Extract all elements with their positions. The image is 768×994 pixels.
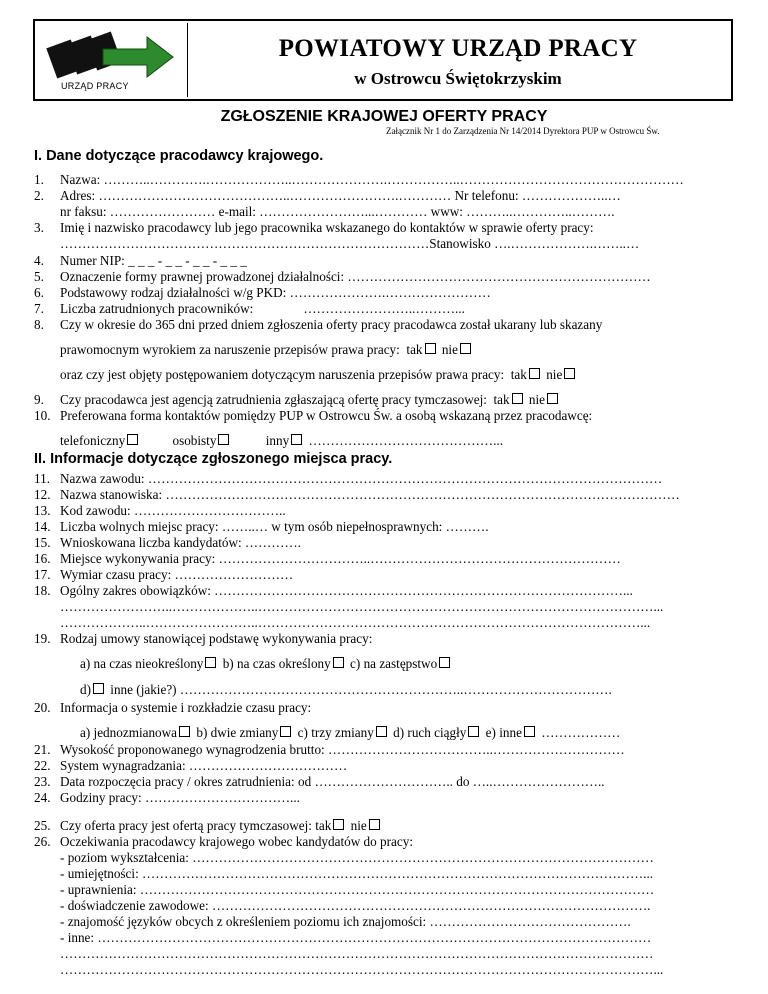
checkbox-20-three-shifts[interactable] [376, 726, 387, 737]
checkbox-8b-tak[interactable] [529, 368, 540, 379]
item-16-workplace[interactable]: 16. Miejsce wykonywania pracy: ……………………………..………………………………………………… [34, 551, 621, 566]
checkbox-8b-nie[interactable] [564, 368, 575, 379]
checkbox-10-osobisty[interactable] [218, 434, 229, 445]
item-17-working-time[interactable]: 17. Wymiar czasu pracy: ……………………… [34, 567, 294, 582]
item-26-skills[interactable]: - umiejętności: ……………………………………………………………………………………………………... [60, 866, 654, 881]
item-10-options: telefoniczny osobisty inny ……………………………………... [60, 433, 503, 448]
logo [37, 23, 188, 97]
item-22-pay-system[interactable]: 22. System wynagradzania: ……………………………… [34, 758, 348, 773]
checkbox-19-indefinite[interactable] [205, 657, 216, 668]
checkbox-9-tak[interactable] [512, 393, 523, 404]
item-26-education[interactable]: - poziom wykształcenia: …………………………………………………………………………………………… [60, 850, 654, 865]
item-26-expectations: 26. Oczekiwania pracodawcy krajowego wobec kandydatów do pracy: [34, 834, 413, 849]
checkbox-8a-nie[interactable] [460, 343, 471, 354]
checkbox-9-nie[interactable] [547, 393, 558, 404]
checkbox-20-two-shifts[interactable] [280, 726, 291, 737]
item-20-options: a) jednozmianowa b) dwie zmiany c) trzy zmiany d) ruch ciągły e) inne ……………… [80, 725, 621, 740]
item-24-hours[interactable]: 24. Godziny pracy: ……………………………... [34, 790, 300, 805]
item-13-code[interactable]: 13. Kod zawodu: …………………………….. [34, 503, 286, 518]
item-1-name[interactable]: 1. Nazwa: ………..………….………………..………………….……………..…………………………………………… [34, 172, 684, 187]
item-7-employees[interactable]: 7. Liczba zatrudnionych pracowników: ……………………..………... [34, 301, 465, 316]
item-4-nip[interactable]: 4. Numer NIP: _ _ _ - _ _ - _ _ - _ _ _ [34, 253, 247, 268]
item-8-penalty-choice: prawomocnym wyrokiem za naruszenie przepisów prawa pracy: tak nie [60, 342, 474, 358]
item-18-duties-line-3[interactable]: ………………..……………………..……………………………………………………………………………... [60, 615, 651, 630]
checkbox-20-single-shift[interactable] [179, 726, 190, 737]
checkbox-19-substitute[interactable] [439, 657, 450, 668]
item-3-contact-person: 3. Imię i nazwisko pracodawcy lub jego pracownika wskazanego do kontaktów w sprawie oferty pracy: [34, 220, 594, 235]
item-26-other[interactable]: - inne: ……………………………………………………………………………………………………………… [60, 930, 652, 945]
checkbox-19-other[interactable] [93, 683, 104, 694]
item-14-vacancies[interactable]: 14. Liczba wolnych miejsc pracy: ……..… w tym osób niepełnosprawnych: ………. [34, 519, 489, 534]
item-23-start-date[interactable]: 23. Data rozpoczęcia pracy / okres zatrudnienia: od ………………………….. do …..…………………….. [34, 774, 605, 789]
checkbox-25-nie[interactable] [369, 819, 380, 830]
checkbox-20-continuous[interactable] [468, 726, 479, 737]
item-19-other: d) inne (jakie?) ………………………………………………………..……………………………. [80, 682, 612, 697]
item-3-position[interactable]: …………………………………………………………………………Stanowisko ….……………….……..… [60, 236, 640, 251]
item-6-pkd[interactable]: 6. Podstawowy rodzaj działalności w/g PKD: ………………….…………………… [34, 285, 491, 300]
checkbox-10-telefoniczny[interactable] [127, 434, 138, 445]
checkbox-20-other[interactable] [524, 726, 535, 737]
checkbox-8a-tak[interactable] [425, 343, 436, 354]
item-19-contract: 19. Rodzaj umowy stanowiącej podstawę wykonywania pracy: [34, 631, 373, 646]
item-8-penalty: 8. Czy w okresie do 365 dni przed dniem zgłoszenia oferty pracy pracodawca został ukarany lub skazany [34, 317, 603, 332]
item-15-candidates[interactable]: 15. Wnioskowana liczba kandydatów: …………. [34, 535, 301, 550]
item-8-proceedings-choice: oraz czy jest objęty postępowaniem dotyczącym naruszenia przepisów prawa pracy: tak nie [60, 367, 578, 383]
section-1-title: I. Dane dotyczące pracodawcy krajowego. [34, 148, 324, 164]
checkbox-10-inny[interactable] [291, 434, 302, 445]
logo-caption: URZĄD PRACY [61, 81, 129, 91]
office-subtitle: w Ostrowcu Świętokrzyskim [354, 69, 562, 88]
item-12-position[interactable]: 12. Nazwa stanowiska: ……………………………………………………………………………………………………… [34, 487, 680, 502]
item-21-salary[interactable]: 21. Wysokość proponowanego wynagrodzenia brutto: ………………………………..………………………… [34, 742, 625, 757]
item-25-temporary: 25. Czy oferta pracy jest ofertą pracy tymczasowej: tak nie [34, 818, 740, 834]
item-5-legal-form[interactable]: 5. Oznaczenie formy prawnej prowadzonej działalności: …………………………………………………………… [34, 269, 651, 284]
item-9-agency: 9. Czy pracodawca jest agencją zatrudnienia zgłaszającą ofertę pracy tymczasowej: tak nie [34, 392, 740, 408]
header-box [33, 19, 733, 101]
item-26-other-line-2[interactable]: ……………………………………………………………………………………………………………………… [60, 946, 654, 961]
form-title: ZGŁOSZENIE KRAJOWEJ OFERTY PRACY [220, 108, 548, 125]
item-2-fax-email[interactable]: nr faksu: …………………… e-mail: ……………………...………… www: ………..…………..………. [60, 204, 615, 219]
item-18-duties[interactable]: 18. Ogólny zakres obowiązków: …………………………………………………………………………………... [34, 583, 633, 598]
section-2-title: II. Informacje dotyczące zgłoszonego miejsca pracy. [34, 451, 393, 467]
annex-note: Załącznik Nr 1 do Zarządzenia Nr 14/2014 Dyrektora PUP w Ostrowcu Św. [386, 126, 660, 136]
office-title: POWIATOWY URZĄD PRACY [278, 35, 638, 62]
checkbox-25-tak[interactable] [333, 819, 344, 830]
item-19-options: a) na czas nieokreślony b) na czas określony c) na zastępstwo [80, 656, 453, 672]
item-26-languages[interactable]: - znajomość języków obcych z określeniem poziomu ich znajomości: ………………………………………. [60, 914, 631, 929]
item-2-address[interactable]: 2. Adres: ……………………………………..…………………….………… Nr telefonu: ………………..… [34, 188, 621, 203]
item-26-other-line-3[interactable]: ………………………………………………………………………………………………………………………... [60, 962, 664, 977]
item-20-schedule: 20. Informacja o systemie i rozkładzie czasu pracy: [34, 700, 312, 715]
item-10-contact-form: 10. Preferowana forma kontaktów pomiędzy PUP w Ostrowcu Św. a osobą wskazaną przez pracodawcę: [34, 408, 593, 423]
item-11-occupation[interactable]: 11. Nazwa zawodu: ……………………………………………………………………………………………………… [34, 471, 663, 486]
item-26-licenses[interactable]: - uprawnienia: ……………………………………………………………………………………………………… [60, 882, 655, 897]
item-18-duties-line-2[interactable]: ……………………..………………..………………………………………………………………………………... [60, 599, 664, 614]
item-26-experience[interactable]: - doświadczenie zawodowe: ………………………………………………………………………………………. [60, 898, 651, 913]
checkbox-19-fixed[interactable] [333, 657, 344, 668]
